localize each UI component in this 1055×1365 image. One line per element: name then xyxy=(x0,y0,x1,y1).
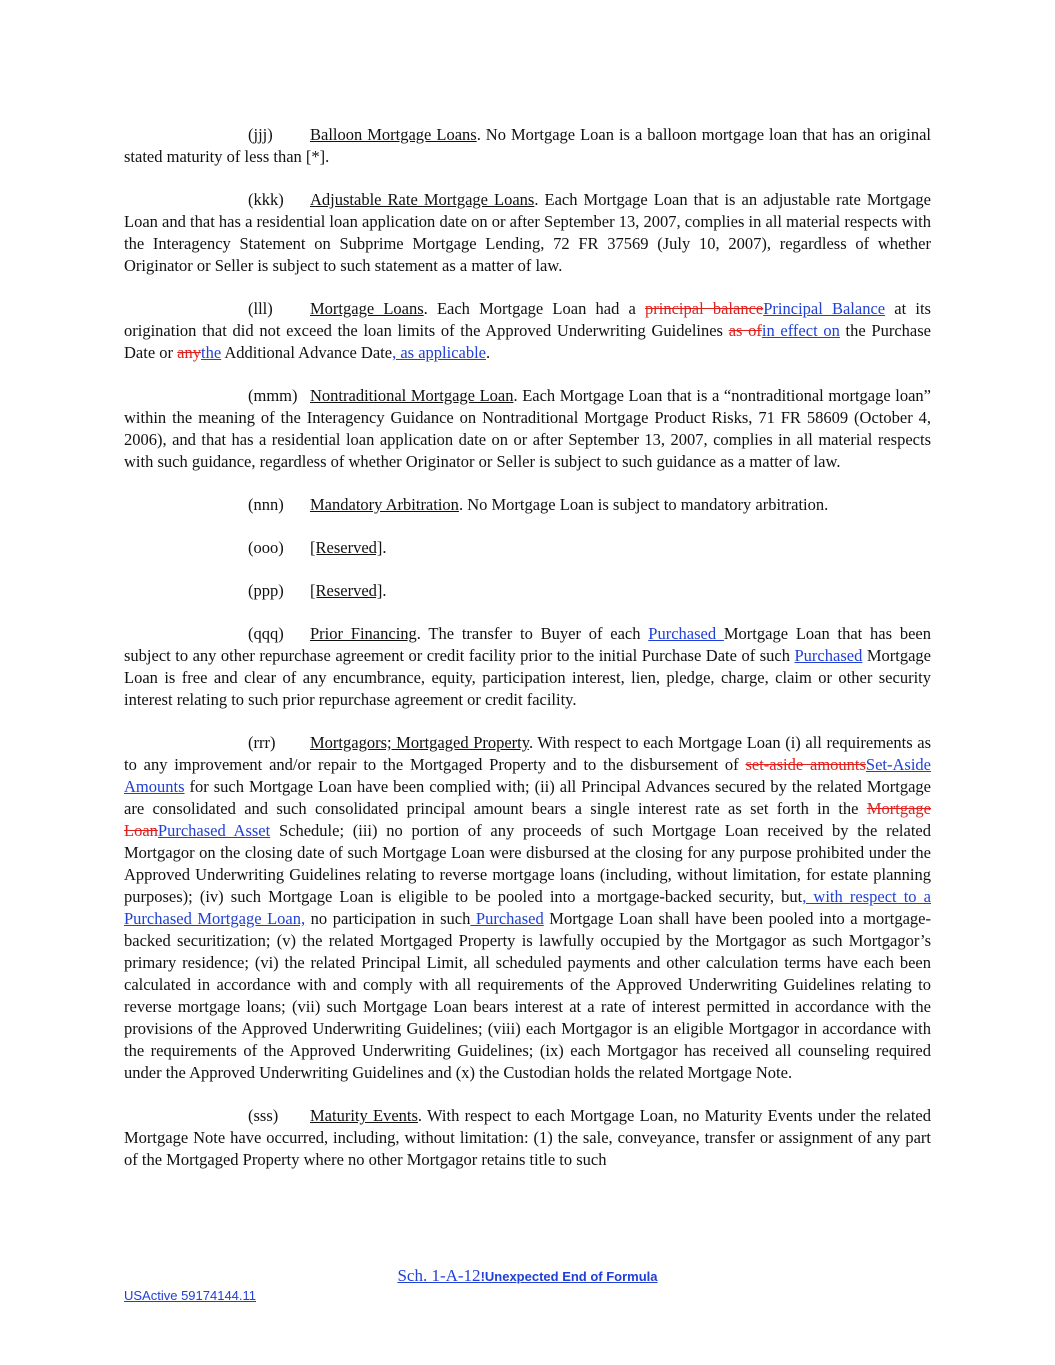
section-text: Schedule; (iii) no portion of any proceeds of such Mortgage Loan received by the related Mortgagor on the closing date of such Mortgage Loan were disbursed at the closing for any purpose prohibited under the Approved Underwriting Guidelines relating to reverse mortgage loans (including, without limitation, for estate planning purposes); (iv) such Mortgage Loan is eligible to be pooled into a mortgage-backed security, but xyxy=(124,821,931,906)
section-kkk xyxy=(124,189,931,277)
section-body: . With respect to each Mortgage Loan, no Maturity Events under the related Mortgage Note have occurred, including, without limitation: (1) the sale, conveyance, transfer or assignment of any part of the Mortgaged Property where no other Mortgagor retains title to such xyxy=(124,1106,931,1169)
section-body: . Each Mortgage Loan that is an adjustable rate Mortgage Loan and that has a residential loan application date on or after September 13, 2007, complies in all material respects with the Interagency Statement on Subprime Mortgage Lending, 72 FR 37569 (July 10, 2007), regardless of whether Originator or Seller is subject to such statement as a matter of law. xyxy=(124,190,931,275)
document-id: USActive 59174144.11 xyxy=(124,1288,257,1303)
section-text: Additional Advance Date xyxy=(221,343,393,362)
inserted-text: in effect on xyxy=(761,321,840,340)
section-number: (ppp) xyxy=(248,581,284,600)
section-heading: Nontraditional Mortgage Loan xyxy=(310,386,514,405)
section-ooo xyxy=(248,537,931,559)
inserted-text: Purchased Asset xyxy=(157,821,271,840)
section-heading: Adjustable Rate Mortgage Loans xyxy=(310,190,535,209)
section-number: (nnn) xyxy=(248,495,284,514)
section-heading: Maturity Events xyxy=(310,1106,418,1125)
section-text: for such Mortgage Loan have been complied with; (ii) all Principal Advances secured by the related Mortgage are consolidated and such consolidated principal amount bears a single interest rate as set forth in the xyxy=(124,777,931,818)
section-text: . The transfer to Buyer of each xyxy=(416,624,649,643)
section-heading: Balloon Mortgage Loans xyxy=(310,125,477,144)
section-body: . Each Mortgage Loan that is a “nontraditional mortgage loan” within the meaning of the Interagency Guidance on Nontraditional Mortgage Product Risks, 71 FR 58609 (October 4, 2006), and that has a residential loan application date on or after September 13, 2007, complies in all material respects with such guidance, regardless of whether Originator or Seller is subject to such guidance as a matter of law. xyxy=(124,386,932,471)
section-text: at its origination that did not exceed the loan limits of the Approved Underwriting Guidelines xyxy=(124,299,931,340)
section-rrr xyxy=(124,732,931,1084)
section-number: (mmm) xyxy=(248,386,298,405)
section-text: . With respect to each Mortgage Loan (i) all requirements as to any improvement and/or repair to the Mortgaged Property and to the disbursement of xyxy=(124,733,931,774)
section-nnn xyxy=(248,494,931,516)
section-sss xyxy=(124,1105,931,1171)
section-number: (qqq) xyxy=(248,624,284,643)
section-number: (jjj) xyxy=(248,125,273,144)
deleted-text: set-aside amounts xyxy=(745,755,866,774)
formula-error: !Unexpected End of Formula xyxy=(480,1269,658,1284)
inserted-text: the xyxy=(200,343,222,362)
inserted-text: Purchased xyxy=(470,909,544,928)
section-text: the Purchase Date or xyxy=(124,321,931,362)
section-mmm xyxy=(124,385,931,473)
section-text: . xyxy=(486,343,491,362)
section-heading: [Reserved] xyxy=(310,581,383,600)
section-heading: Mortgagors; Mortgaged Property xyxy=(310,733,529,752)
deleted-text: Mortgage Loan xyxy=(124,799,931,840)
section-text: Mortgage Loan is free and clear of any encumbrance, equity, participation interest, lien, pledge, charge, claim or other security interest relating to such prior repurchase agreement or credit facility. xyxy=(124,646,931,709)
section-lll xyxy=(124,298,931,364)
section-text: . Each Mortgage Loan had a xyxy=(423,299,646,318)
section-number: (sss) xyxy=(248,1106,279,1125)
inserted-text: Purchased xyxy=(648,624,724,643)
section-body: . xyxy=(382,538,387,557)
page-number: Sch. 1-A-12 xyxy=(397,1266,481,1285)
inserted-text: Set-Aside Amounts xyxy=(124,755,931,796)
section-body: . No Mortgage Loan is subject to mandatory arbitration. xyxy=(458,495,829,514)
section-text: no participation in such xyxy=(305,909,471,928)
section-heading: Mortgage Loans xyxy=(310,299,424,318)
section-number: (rrr) xyxy=(248,733,276,752)
deleted-text: any xyxy=(177,343,201,362)
section-number: (ooo) xyxy=(248,538,284,557)
section-heading: Mandatory Arbitration xyxy=(310,495,459,514)
section-heading: Prior Financing xyxy=(310,624,417,643)
inserted-text: , as applicable xyxy=(392,343,486,362)
inserted-text: , with respect to a Purchased Mortgage Loan, xyxy=(124,887,931,928)
page-footer xyxy=(0,1266,1055,1286)
document-page xyxy=(124,124,931,1192)
section-number: (kkk) xyxy=(248,190,284,209)
section-ppp xyxy=(248,580,931,602)
section-body: . xyxy=(382,581,387,600)
section-body: . No Mortgage Loan is a balloon mortgage loan that has an original stated maturity of less than [*]. xyxy=(124,125,931,166)
section-jjj xyxy=(124,124,931,168)
inserted-text: Principal Balance xyxy=(763,299,886,318)
section-number: (lll) xyxy=(248,299,273,318)
section-text: Mortgage Loan that has been subject to any other repurchase agreement or credit facility prior to the initial Purchase Date of such xyxy=(124,624,931,665)
deleted-text: as of xyxy=(728,321,762,340)
deleted-text: principal balance xyxy=(645,299,764,318)
section-text: Mortgage Loan shall have been pooled into a mortgage-backed securitization; (v) the related Mortgaged Property is lawfully occupied by the Mortgagor as such Mortgagor’s primary residence; (vi) the related Principal Limit, all scheduled payments and other calculation terms have each been calculated in accordance with and comply with all requirements of the Approved Underwriting Guidelines relating to reverse mortgage loans; (vii) such Mortgage Loan bears interest at a rate of interest permitted in accordance with the provisions of the Approved Underwriting Guidelines; (viii) each Mortgagor is an eligible Mortgagor in accordance with the requirements of the Approved Underwriting Guidelines; (ix) each Mortgagor has received all counseling required under the Approved Underwriting Guidelines and (x) the Custodian holds the related Mortgage Note. xyxy=(124,909,931,1082)
inserted-text: Purchased xyxy=(794,646,863,665)
section-qqq xyxy=(124,623,931,711)
section-heading: [Reserved] xyxy=(310,538,383,557)
